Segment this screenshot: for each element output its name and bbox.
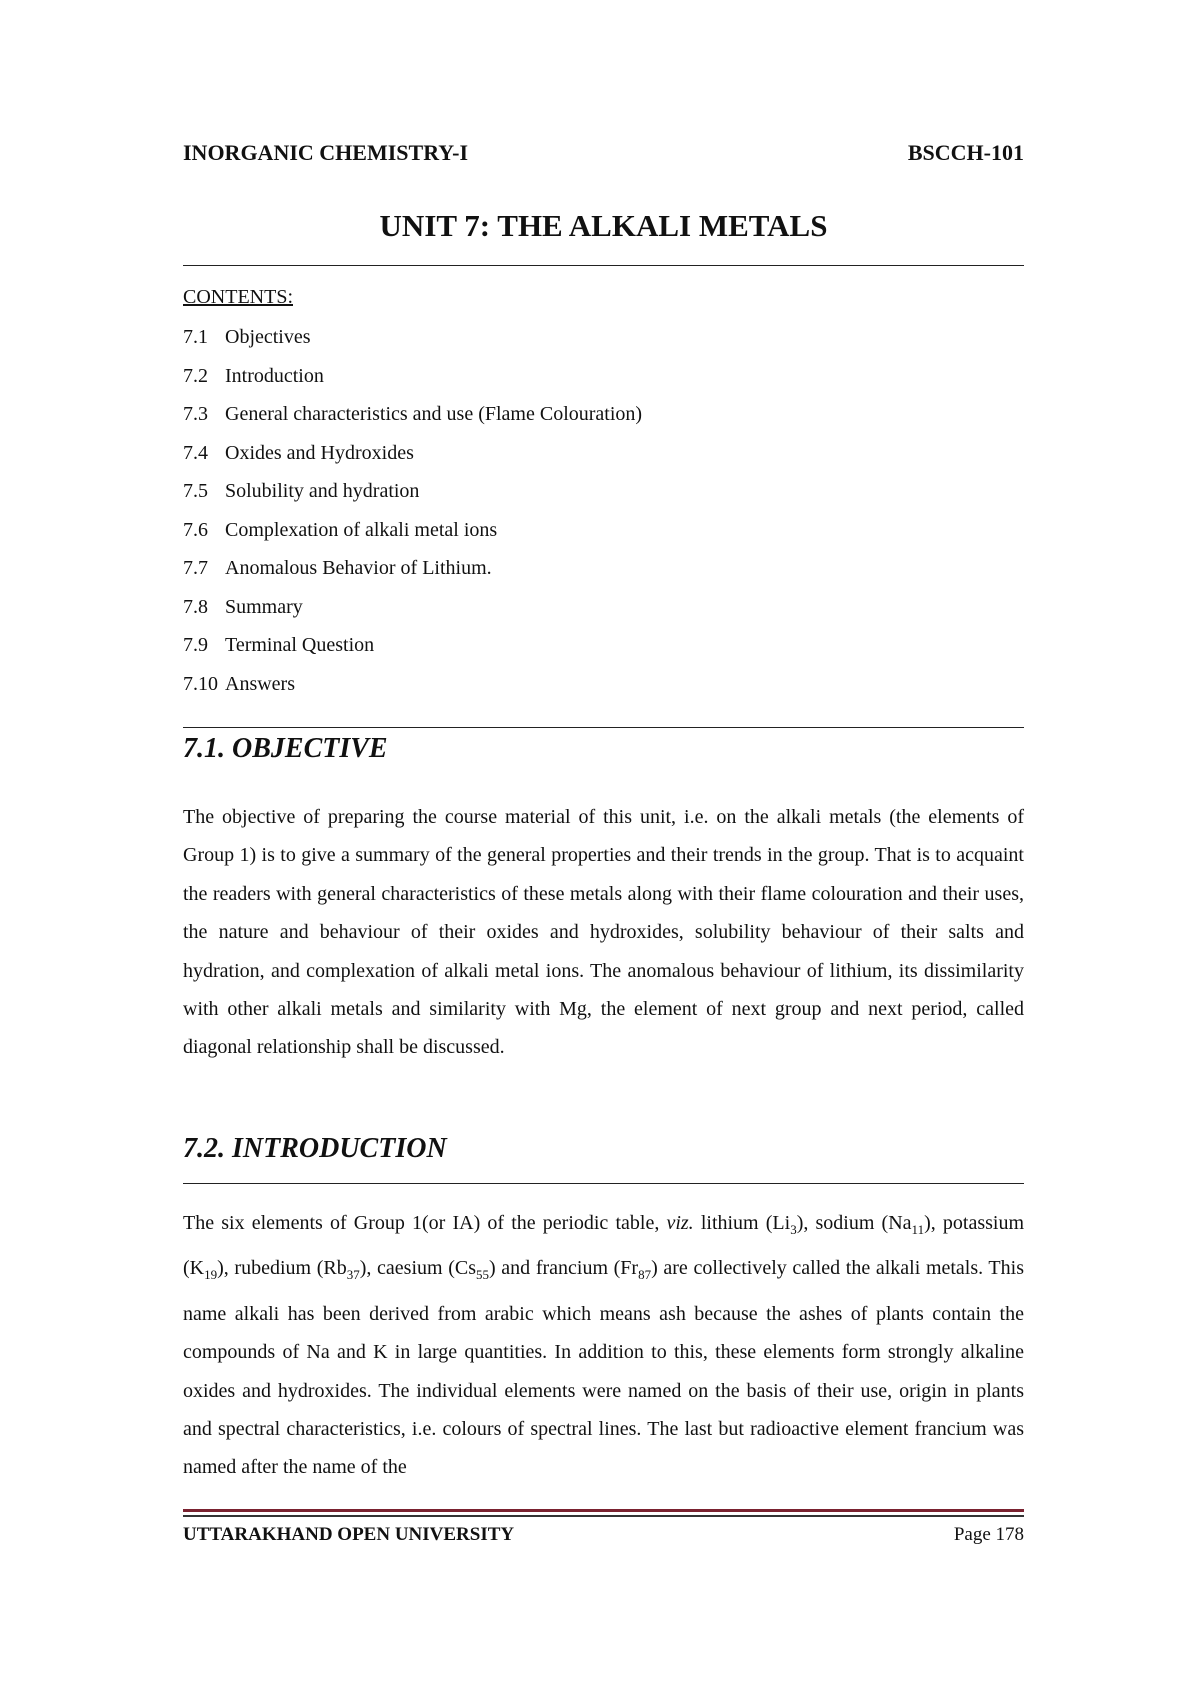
contents-item xyxy=(183,596,642,635)
intro-text: The six elements of Group 1(or IA) of the periodic table, xyxy=(183,1212,667,1234)
contents-item-label: General characteristics and use (Flame Colouration) xyxy=(225,403,643,425)
introduction-paragraph xyxy=(183,1204,1024,1487)
contents-item xyxy=(183,480,642,519)
university-name: UTTARAKHAND OPEN UNIVERSITY xyxy=(183,1524,515,1545)
intro-viz: viz. xyxy=(666,1212,694,1234)
contents-item xyxy=(183,442,642,481)
footer-divider-accent xyxy=(183,1509,1024,1512)
atomic-number-fr: 87 xyxy=(638,1267,652,1283)
atomic-number-na: 11 xyxy=(911,1222,925,1237)
contents-item-label: Introduction xyxy=(225,364,324,387)
introduction-heading: 7.2. INTRODUCTION xyxy=(183,1133,447,1164)
contents-item-label: Objectives xyxy=(225,326,311,348)
objective-divider xyxy=(183,727,1024,728)
contents-item-number: 7.10 xyxy=(183,672,218,695)
intro-text: ), rubedium (Rb xyxy=(217,1257,347,1280)
contents-item-label: Summary xyxy=(225,595,303,618)
intro-text: ), caesium (Cs xyxy=(359,1257,476,1280)
contents-item xyxy=(183,365,642,404)
page-number: Page 178 xyxy=(953,1524,1024,1545)
page-footer xyxy=(183,1524,1024,1546)
contents-item-number: 7.4 xyxy=(183,441,208,464)
contents-item-number: 7.8 xyxy=(183,595,208,618)
contents-item xyxy=(183,557,642,596)
atomic-number-k: 19 xyxy=(204,1267,218,1283)
introduction-divider xyxy=(183,1183,1024,1184)
contents-item-label: Solubility and hydration xyxy=(225,480,420,502)
course-title: INORGANIC CHEMISTRY-I xyxy=(183,140,469,165)
contents-item-number: 7.5 xyxy=(183,480,208,502)
contents-list xyxy=(183,326,642,711)
intro-text: lithium (Li xyxy=(693,1212,791,1234)
intro-text: ) are collectively called the alkali metals. This name alkali has been derived from arabic which means ash because the ashes of plants contain the compounds of Na and K in large quantities. In addition to this, these elements form strongly alkaline oxides and hydroxides. The individual elements were named on the basis of their use, origin in plants and spectral characteristics, i.e. colours of spectral lines. The last but radioactive element francium was named after the name of the xyxy=(183,1257,1024,1479)
contents-item-number: 7.6 xyxy=(183,518,208,541)
contents-item xyxy=(183,403,642,442)
footer-divider xyxy=(183,1515,1024,1517)
contents-item-label: Anomalous Behavior of Lithium. xyxy=(225,557,492,579)
intro-text: ), potassium (K xyxy=(183,1212,1024,1280)
page-header xyxy=(183,140,1024,166)
contents-item-label: Answers xyxy=(225,672,295,695)
atomic-number-li: 3 xyxy=(790,1222,797,1237)
contents-item-number: 7.3 xyxy=(183,403,208,425)
contents-item-number: 7.9 xyxy=(183,634,208,656)
atomic-number-cs: 55 xyxy=(475,1267,489,1283)
objective-heading: 7.1. OBJECTIVE xyxy=(183,733,388,764)
contents-item-number: 7.1 xyxy=(183,326,208,348)
contents-item xyxy=(183,519,642,558)
contents-heading: CONTENTS: xyxy=(183,286,293,308)
contents-item-label: Oxides and Hydroxides xyxy=(225,441,414,464)
title-divider xyxy=(183,265,1024,266)
course-code: BSCCH-101 xyxy=(907,140,1024,165)
objective-paragraph: The objective of preparing the course material of this unit, i.e. on the alkali metals (the elements of Group 1) is to give a summary of the general properties and their trends in the group. That is to acquaint the readers with general characteristics of these metals along with their flame colouration and their uses, the nature and behaviour of their oxides and hydroxides, solubility behaviour of their salts and hydration, and complexation of alkali metal ions. The anomalous behaviour of lithium, its dissimilarity with other alkali metals and similarity with Mg, the element of next group and next period, called diagonal relationship shall be discussed. xyxy=(183,806,1024,1059)
contents-item xyxy=(183,634,642,673)
unit-title: UNIT 7: THE ALKALI METALS xyxy=(379,208,828,243)
contents-item-number: 7.7 xyxy=(183,557,208,579)
contents-item xyxy=(183,673,642,712)
contents-item xyxy=(183,326,642,365)
contents-item-number: 7.2 xyxy=(183,364,208,387)
atomic-number-rb: 37 xyxy=(346,1267,360,1283)
contents-item-label: Terminal Question xyxy=(225,634,375,656)
intro-text: ) and francium (Fr xyxy=(488,1257,639,1280)
intro-text: ), sodium (Na xyxy=(796,1212,912,1234)
contents-item-label: Complexation of alkali metal ions xyxy=(225,518,498,541)
